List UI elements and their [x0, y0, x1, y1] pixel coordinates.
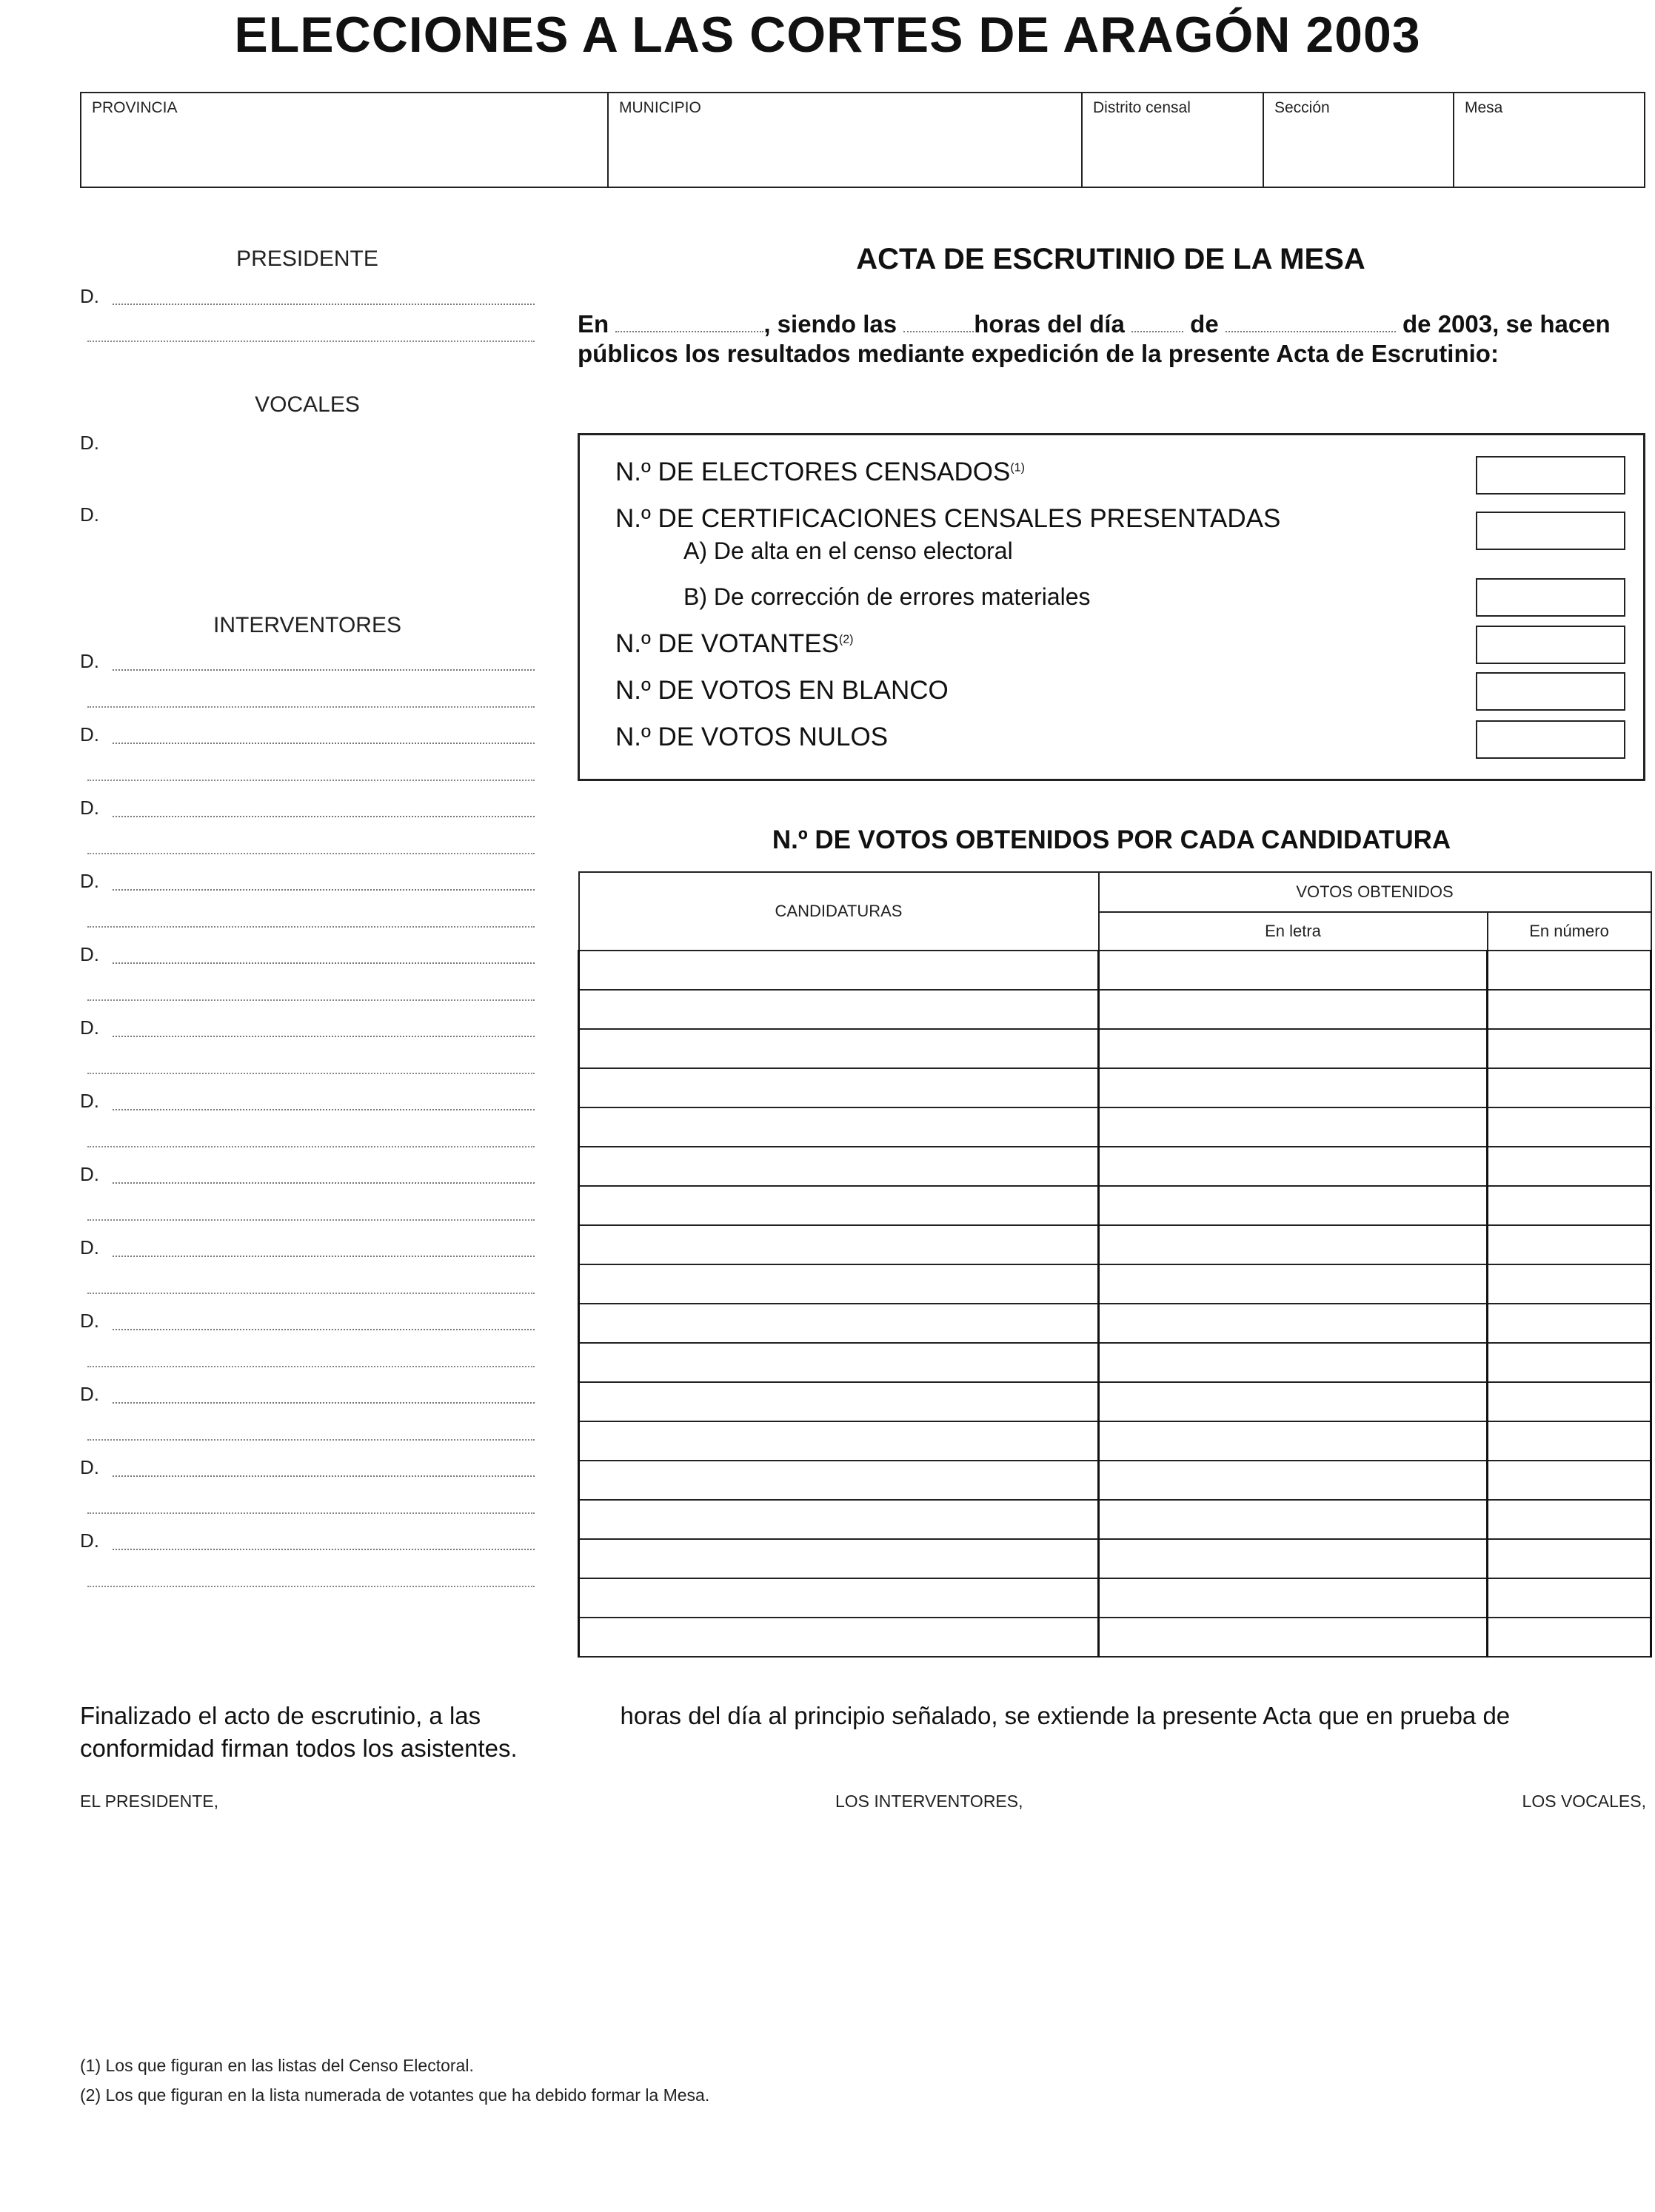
blanco-input[interactable]: [1476, 672, 1625, 711]
letra-cell[interactable]: [1099, 951, 1488, 990]
intro-de: de: [1190, 310, 1219, 338]
intro-en: En: [578, 310, 609, 338]
candidatura-cell[interactable]: [579, 1500, 1099, 1539]
table-row: [579, 990, 1651, 1029]
numero-cell[interactable]: [1488, 1578, 1651, 1618]
col-candidaturas: CANDIDATURAS: [579, 872, 1099, 951]
table-row: [579, 1186, 1651, 1225]
numero-cell[interactable]: [1488, 1382, 1651, 1421]
interventor-line-2[interactable]: [87, 1512, 535, 1514]
vocal-1-d-prefix: D.: [80, 432, 99, 454]
document-title: ELECCIONES A LAS CORTES DE ARAGÓN 2003: [234, 7, 1421, 63]
votos-title: N.º DE VOTOS OBTENIDOS POR CADA CANDIDATURA: [772, 825, 1451, 854]
interventor-line-2[interactable]: [87, 1586, 535, 1587]
intro-siendo: , siendo las: [763, 310, 897, 338]
interventor-d-prefix: D.: [80, 723, 99, 745]
intro-year: de 2003,: [1402, 310, 1499, 338]
votantes-label: N.º DE VOTANTES: [615, 629, 839, 658]
interventor-line-1[interactable]: [113, 1549, 535, 1550]
numero-cell[interactable]: [1488, 1500, 1651, 1539]
candidatura-cell[interactable]: [579, 1225, 1099, 1264]
correccion-label: B) De corrección de errores materiales: [683, 583, 1091, 610]
interventor-line-1[interactable]: [113, 1329, 535, 1330]
interventor-d-prefix: D.: [80, 1236, 99, 1259]
letra-cell[interactable]: [1099, 1618, 1488, 1657]
numero-cell[interactable]: [1488, 1264, 1651, 1304]
numero-cell[interactable]: [1488, 1225, 1651, 1264]
interventor-line-1[interactable]: [113, 1036, 535, 1037]
table-row: [579, 1068, 1651, 1107]
candidatura-cell[interactable]: [579, 1539, 1099, 1578]
candidatura-cell[interactable]: [579, 951, 1099, 990]
table-row: [579, 1264, 1651, 1304]
interventor-d-prefix: D.: [80, 1163, 99, 1185]
col-en-letra: En letra: [1099, 912, 1488, 951]
table-row: [579, 1618, 1651, 1657]
electores-label: N.º DE ELECTORES CENSADOS: [615, 458, 1011, 486]
interventor-line-1[interactable]: [113, 743, 535, 744]
numero-cell[interactable]: [1488, 1618, 1651, 1657]
interventor-line-1[interactable]: [113, 1182, 535, 1184]
table-row: [579, 1107, 1651, 1147]
intro-horas: horas del día: [974, 310, 1125, 338]
presidente-line-2[interactable]: [87, 341, 535, 342]
candidatura-cell[interactable]: [579, 1578, 1099, 1618]
firma-interventores: LOS INTERVENTORES,: [835, 1792, 1023, 1811]
interventor-d-prefix: D.: [80, 650, 99, 672]
acta-intro: [578, 309, 1648, 369]
intro-rest: se hacen públicos los resultados mediante expedición de la presente Acta de Escrutinio:: [578, 310, 1611, 367]
presidente-label: PRESIDENTE: [236, 247, 378, 271]
votos-table: [578, 871, 1652, 1658]
numero-cell[interactable]: [1488, 1029, 1651, 1068]
numero-cell[interactable]: [1488, 1539, 1651, 1578]
numero-cell[interactable]: [1488, 1068, 1651, 1107]
candidatura-cell[interactable]: [579, 990, 1099, 1029]
letra-cell[interactable]: [1099, 1186, 1488, 1225]
candidatura-cell[interactable]: [579, 1461, 1099, 1500]
interventor-line-2[interactable]: [87, 1073, 535, 1074]
interventor-d-prefix: D.: [80, 1383, 99, 1405]
provincia-field[interactable]: PROVINCIA: [81, 93, 609, 187]
interventor-line-1[interactable]: [113, 669, 535, 671]
votantes-row: [615, 629, 853, 659]
nulos-label: N.º DE VOTOS NULOS: [615, 723, 889, 751]
electores-note: (1): [1010, 461, 1025, 475]
interventor-d-prefix: D.: [80, 870, 99, 892]
dia-field[interactable]: [1131, 324, 1183, 332]
certificaciones-label: N.º DE CERTIFICACIONES CENSALES PRESENTADAS: [615, 504, 1281, 533]
interventor-line-2[interactable]: [87, 1366, 535, 1367]
numero-cell[interactable]: [1488, 1107, 1651, 1147]
final-text-b: horas del día al principio señalado, se extiende la presente Acta que en prueba de conformidad firman todos los asistentes.: [80, 1702, 1511, 1762]
interventor-d-prefix: D.: [80, 1529, 99, 1552]
firma-vocales: LOS VOCALES,: [1522, 1792, 1646, 1811]
interventor-line-1[interactable]: [113, 816, 535, 817]
acta-title: ACTA DE ESCRUTINIO DE LA MESA: [856, 243, 1365, 275]
candidatura-cell[interactable]: [579, 1382, 1099, 1421]
candidatura-cell[interactable]: [579, 1343, 1099, 1382]
letra-cell[interactable]: [1099, 1343, 1488, 1382]
candidatura-cell[interactable]: [579, 1186, 1099, 1225]
lugar-field[interactable]: [615, 324, 763, 332]
interventor-line-2[interactable]: [87, 999, 535, 1001]
interventor-line-1[interactable]: [113, 889, 535, 891]
interventor-line-2[interactable]: [87, 706, 535, 708]
electores-input[interactable]: [1476, 456, 1625, 495]
table-row: [579, 1304, 1651, 1343]
interventor-line-2[interactable]: [87, 780, 535, 781]
candidatura-cell[interactable]: [579, 1107, 1099, 1147]
vocal-2-d-prefix: D.: [80, 503, 99, 526]
interventor-line-2[interactable]: [87, 926, 535, 928]
numero-cell[interactable]: [1488, 951, 1651, 990]
interventor-line-1[interactable]: [113, 1475, 535, 1477]
footnote-2: (2) Los que figuran en la lista numerada de votantes que ha debido formar la Mesa.: [80, 2085, 710, 2105]
alta-input[interactable]: [1476, 512, 1625, 550]
votantes-note: (2): [838, 633, 854, 646]
letra-cell[interactable]: [1099, 990, 1488, 1029]
final-paragraph: [80, 1700, 1650, 1765]
table-row: [579, 1461, 1651, 1500]
letra-cell[interactable]: [1099, 1147, 1488, 1186]
final-text-a: Finalizado el acto de escrutinio, a las: [80, 1702, 481, 1729]
letra-cell[interactable]: [1099, 1421, 1488, 1461]
numero-cell[interactable]: [1488, 990, 1651, 1029]
blanco-label: N.º DE VOTOS EN BLANCO: [615, 676, 949, 705]
mesa-field[interactable]: Mesa: [1465, 99, 1503, 116]
numero-cell[interactable]: [1488, 1343, 1651, 1382]
hora-field[interactable]: [903, 324, 974, 332]
letra-cell[interactable]: [1099, 1068, 1488, 1107]
table-row: [579, 1421, 1651, 1461]
interventor-line-2[interactable]: [87, 1293, 535, 1294]
votantes-input[interactable]: [1476, 626, 1625, 664]
nulos-input[interactable]: [1476, 720, 1625, 759]
seccion-field[interactable]: Sección: [1264, 93, 1454, 187]
interventor-d-prefix: D.: [80, 1090, 99, 1112]
col-en-numero: En número: [1488, 912, 1651, 951]
letra-cell[interactable]: [1099, 1304, 1488, 1343]
letra-cell[interactable]: [1099, 1578, 1488, 1618]
candidatura-cell[interactable]: [579, 1147, 1099, 1186]
interventor-line-2[interactable]: [87, 1219, 535, 1221]
census-data-box: [578, 433, 1645, 781]
letra-cell[interactable]: [1099, 1500, 1488, 1539]
alta-label: A) De alta en el censo electoral: [683, 537, 1013, 564]
mes-field[interactable]: [1226, 324, 1396, 332]
letra-cell[interactable]: [1099, 1539, 1488, 1578]
table-row: [579, 1147, 1651, 1186]
interventor-d-prefix: D.: [80, 1456, 99, 1478]
table-row: [579, 1343, 1651, 1382]
distrito-censal-field[interactable]: Distrito censal: [1083, 93, 1264, 187]
interventor-line-1[interactable]: [113, 1256, 535, 1257]
interventores-label: INTERVENTORES: [213, 613, 401, 637]
table-row: [579, 1382, 1651, 1421]
letra-cell[interactable]: [1099, 1461, 1488, 1500]
table-row: [579, 951, 1651, 990]
interventor-line-1[interactable]: [113, 1109, 535, 1110]
letra-cell[interactable]: [1099, 1107, 1488, 1147]
letra-cell[interactable]: [1099, 1382, 1488, 1421]
numero-cell[interactable]: [1488, 1304, 1651, 1343]
letra-cell[interactable]: [1099, 1264, 1488, 1304]
interventor-d-prefix: D.: [80, 1016, 99, 1039]
footnote-1: (1) Los que figuran en las listas del Censo Electoral.: [80, 2056, 474, 2075]
candidatura-cell[interactable]: [579, 1068, 1099, 1107]
numero-cell[interactable]: [1488, 1186, 1651, 1225]
presidente-line-1[interactable]: [113, 304, 535, 305]
letra-cell[interactable]: [1099, 1225, 1488, 1264]
interventor-line-2[interactable]: [87, 1146, 535, 1147]
candidatura-cell[interactable]: [579, 1029, 1099, 1068]
vocales-label: VOCALES: [255, 392, 360, 417]
interventor-d-prefix: D.: [80, 797, 99, 819]
numero-cell[interactable]: [1488, 1461, 1651, 1500]
interventor-line-1[interactable]: [113, 1402, 535, 1404]
table-row: [579, 1225, 1651, 1264]
firma-presidente: EL PRESIDENTE,: [80, 1792, 219, 1811]
table-row: [579, 1578, 1651, 1618]
header-fields-box: [80, 92, 1645, 188]
col-votos-obtenidos: VOTOS OBTENIDOS: [1099, 872, 1651, 912]
table-row: [579, 1500, 1651, 1539]
interventor-line-2[interactable]: [87, 1439, 535, 1441]
interventor-d-prefix: D.: [80, 943, 99, 965]
municipio-field[interactable]: MUNICIPIO: [609, 93, 1083, 187]
correccion-input[interactable]: [1476, 578, 1625, 617]
interventor-line-1[interactable]: [113, 962, 535, 964]
numero-cell[interactable]: [1488, 1147, 1651, 1186]
letra-cell[interactable]: [1099, 1029, 1488, 1068]
numero-cell[interactable]: [1488, 1421, 1651, 1461]
table-row: [579, 1029, 1651, 1068]
candidatura-cell[interactable]: [579, 1421, 1099, 1461]
candidatura-cell[interactable]: [579, 1618, 1099, 1657]
interventor-line-2[interactable]: [87, 853, 535, 854]
candidatura-cell[interactable]: [579, 1304, 1099, 1343]
table-row: [579, 1539, 1651, 1578]
presidente-d-prefix: D.: [80, 285, 99, 307]
candidatura-cell[interactable]: [579, 1264, 1099, 1304]
interventor-d-prefix: D.: [80, 1310, 99, 1332]
electores-row: [615, 458, 1025, 487]
